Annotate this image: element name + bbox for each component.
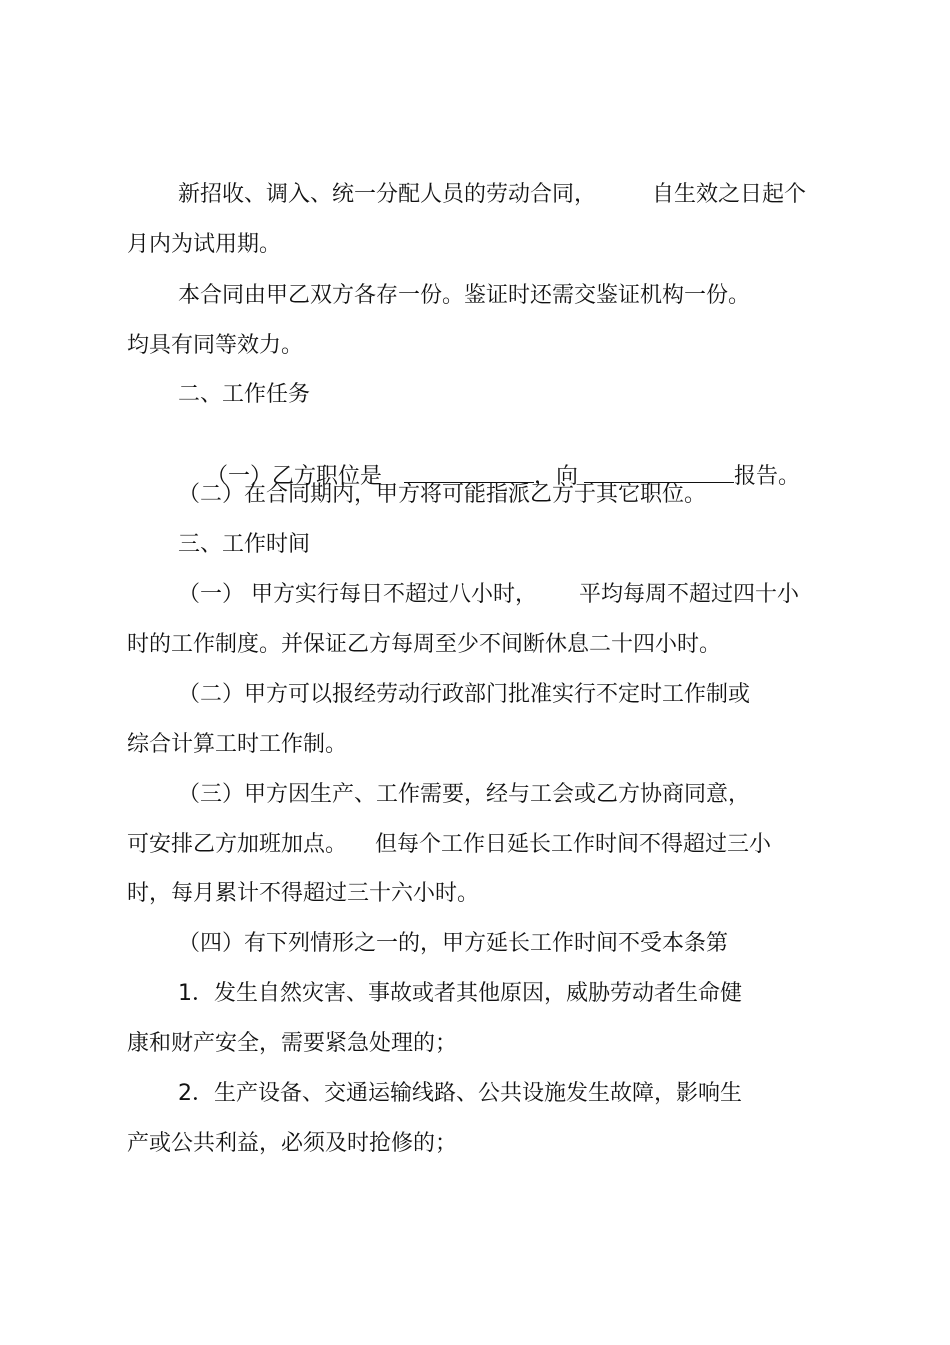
paragraph-reassignment: （二）在合同期内，甲方将可能指派乙方于其它职位。 (178, 482, 707, 507)
paragraph-overtime-line-2: 可安排乙方加班加点。 但每个工作日延长工作时间不得超过三小 (127, 832, 771, 857)
paragraph-probation-line-2: 月内为试用期。 (127, 232, 282, 257)
list-item-2-line-1: 2．生产设备、交通运输线路、公共设施发生故障，影响生 (178, 1081, 742, 1106)
section-heading-work-hours: 三、工作时间 (178, 532, 311, 557)
paragraph-overtime-line-1: （三）甲方因生产、工作需要，经与工会或乙方协商同意， (178, 782, 751, 807)
paragraph-flexible-line-1: （二）甲方可以报经劳动行政部门批准实行不定时工作制或 (178, 682, 751, 707)
list-item-2-line-2: 产或公共利益，必须及时抢修的； (127, 1131, 458, 1156)
paragraph-hours-line-1: （一） 甲方实行每日不超过八小时， 平均每周不超过四十小 (178, 582, 799, 607)
paragraph-exceptions-intro: （四）有下列情形之一的，甲方延长工作时间不受本条第 (178, 931, 729, 956)
paragraph-hours-line-2: 时的工作制度。并保证乙方每周至少不间断休息二十四小时。 (127, 632, 722, 657)
report-to-label: ，向 (534, 464, 579, 489)
paragraph-copies-line-1: 本合同由甲乙双方各存一份。鉴证时还需交鉴证机构一份。 (178, 283, 751, 308)
position-label: （一）乙方职位是 (205, 464, 382, 489)
section-heading-work-tasks: 二、工作任务 (178, 382, 311, 407)
list-item-1-line-2: 康和财产安全，需要紧急处理的； (127, 1031, 458, 1056)
list-item-1-line-1: 1．发生自然灾害、事故或者其他原因，威胁劳动者生命健 (178, 981, 742, 1006)
report-suffix: 报告。 (734, 464, 801, 489)
paragraph-overtime-line-3: 时，每月累计不得超过三十六小时。 (127, 881, 480, 906)
paragraph-copies-line-2: 均具有同等效力。 (127, 333, 304, 358)
paragraph-flexible-line-2: 综合计算工时工作制。 (127, 732, 348, 757)
paragraph-probation-line-1: 新招收、调入、统一分配人员的劳动合同， 自生效之日起个 (178, 182, 806, 207)
